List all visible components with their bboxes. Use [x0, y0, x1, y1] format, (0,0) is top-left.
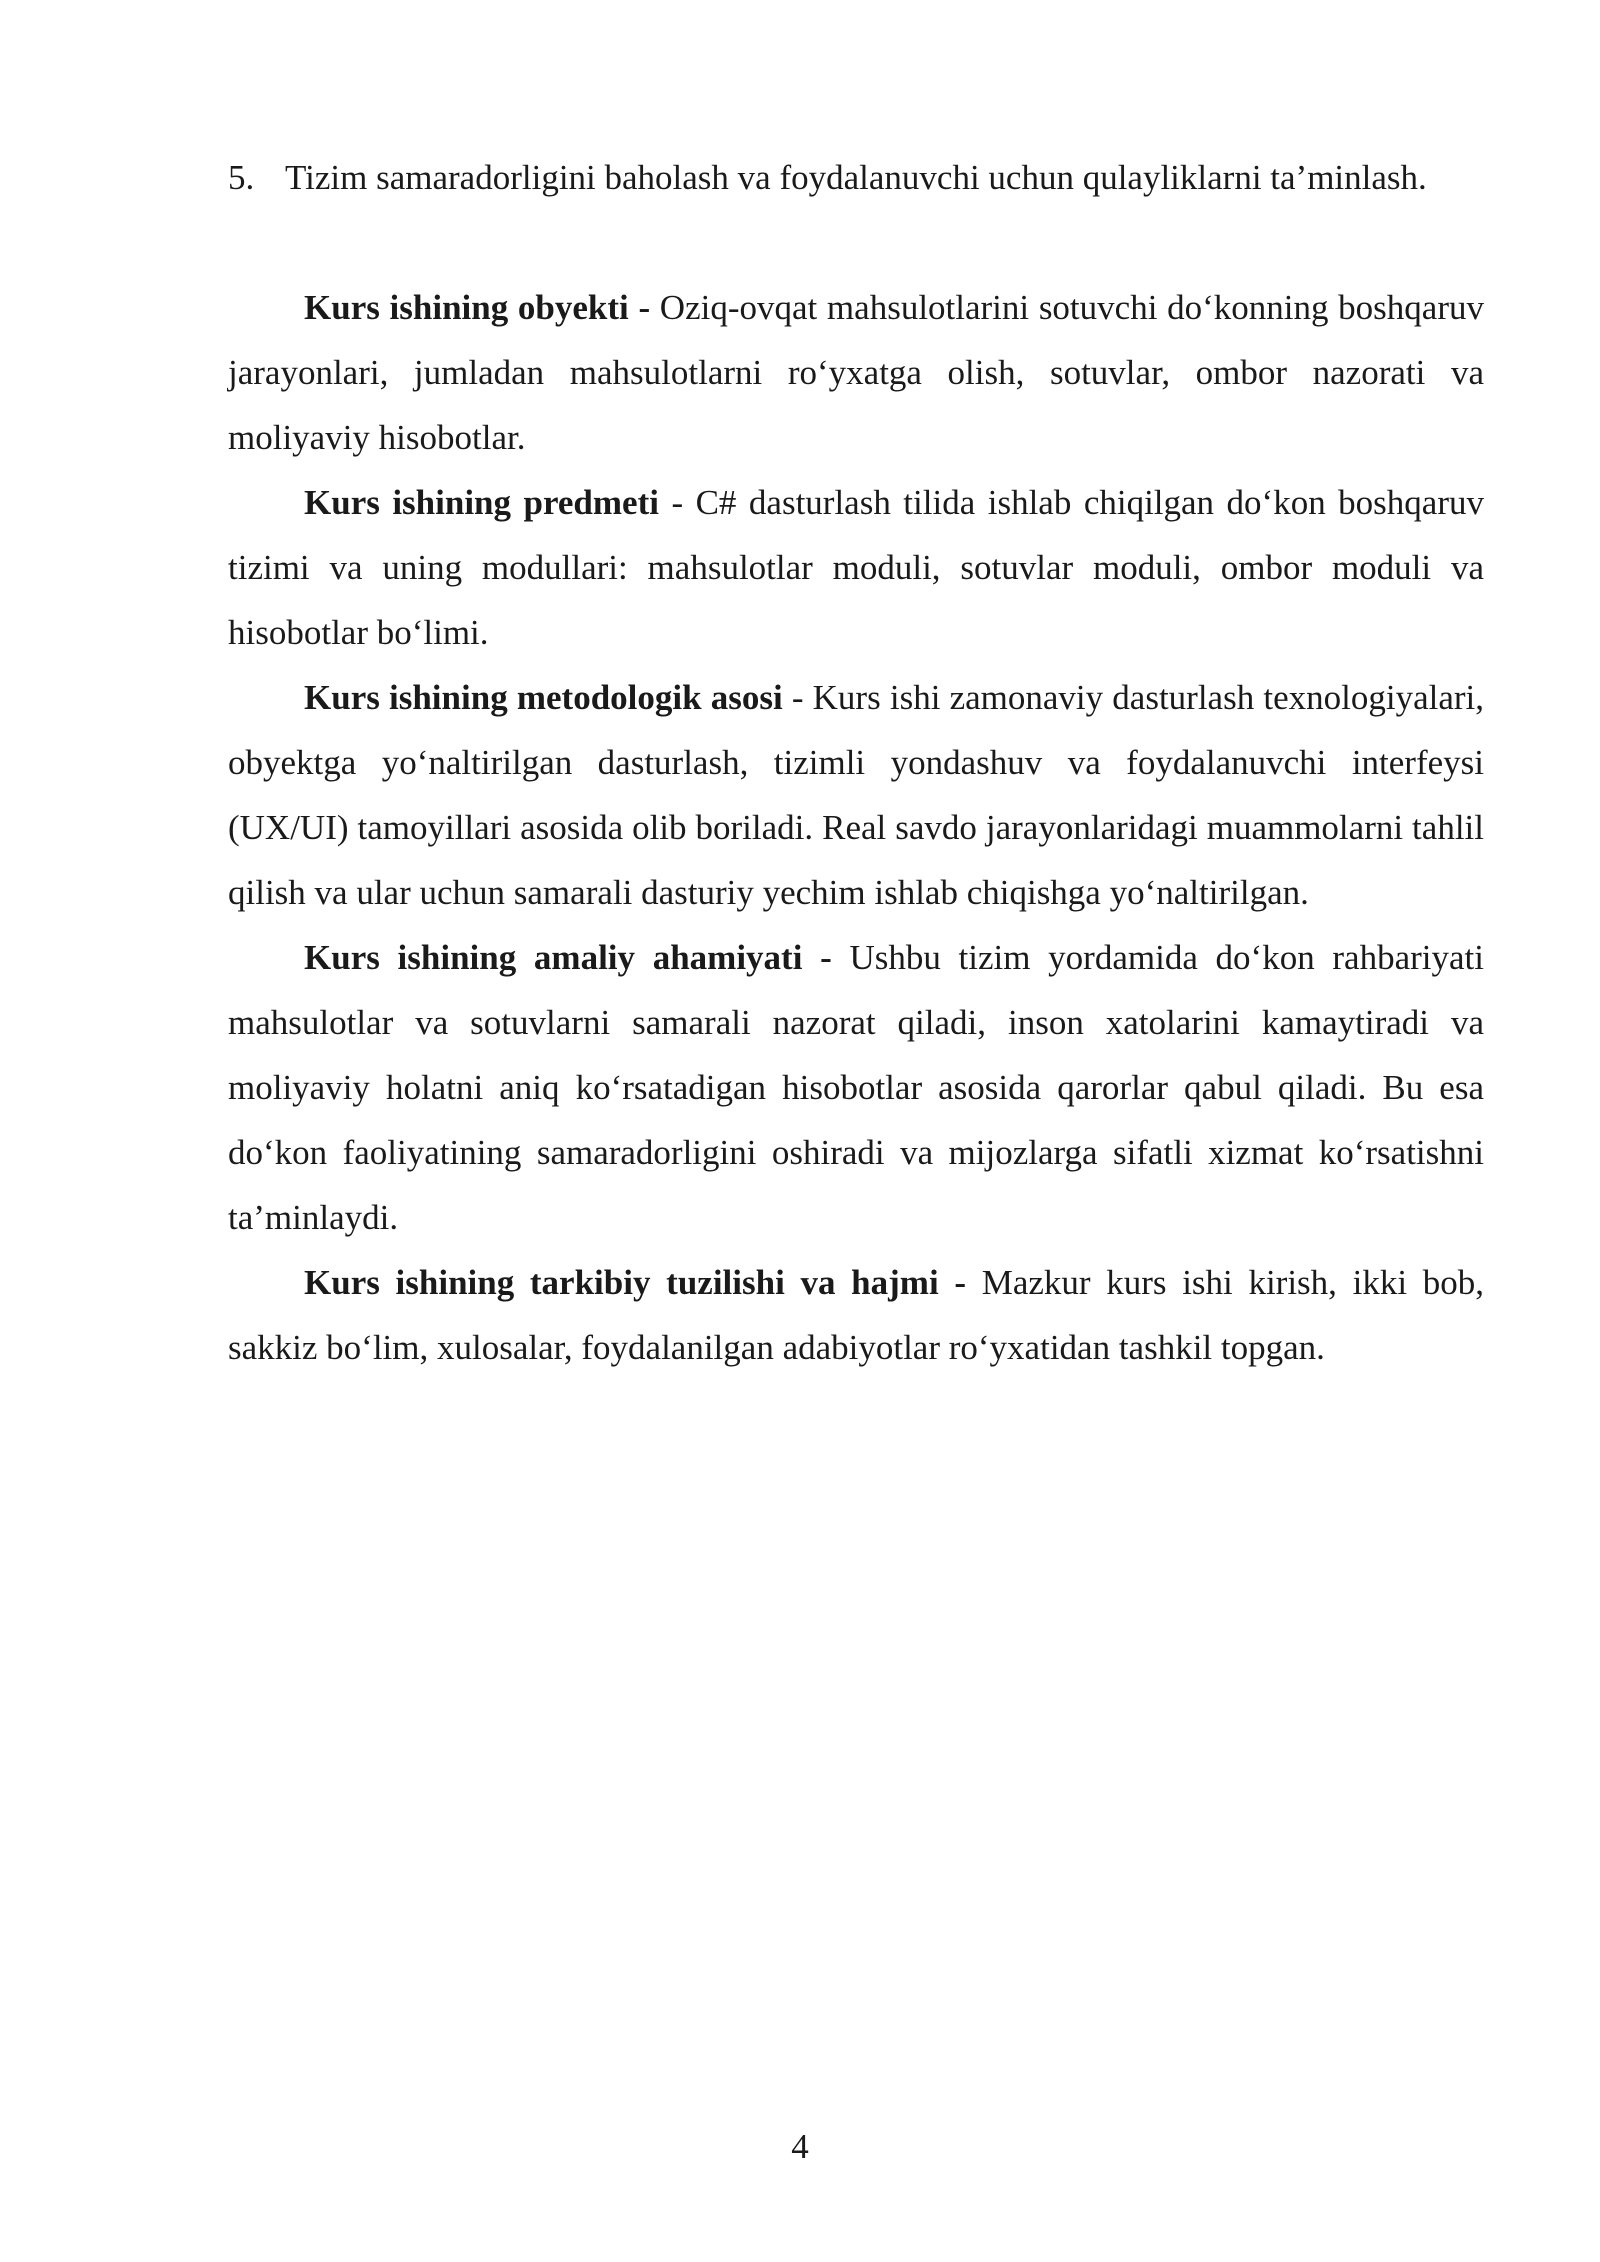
paragraph-body: - Kurs ishi zamonaviy dasturlash texnologiyalari, obyektga yo‘naltirilgan dasturlash, tizimli yondashuv va foydalanuvchi interfeysi (UX/UI) tamoyillari asosida olib boriladi. Real savdo jarayonlaridagi muammolarni tahlil qilish va ular uchun samarali dasturiy yechim ishlab chiqishga yo‘naltirilgan.	[228, 678, 1484, 912]
paragraph-body: - C# dasturlash tilida ishlab chiqilgan do‘kon boshqaruv tizimi va uning modullari: mahsulotlar moduli, sotuvlar moduli, ombor moduli va hisobotlar bo‘limi.	[228, 483, 1484, 652]
paragraph-body: Oziq-ovqat mahsulotlarini sotuvchi do‘konning boshqaruv jarayonlari, jumladan mahsulotlarni ro‘yxatga olish, sotuvlar, ombor nazorati va moliyaviy hisobotlar.	[228, 288, 1484, 457]
paragraph-heading: Kurs ishining predmeti	[304, 483, 659, 522]
paragraph-methodology	[228, 665, 1484, 925]
list-item-text: Tizim samaradorligini baholash va foydalanuvchi uchun qulayliklarni ta’minlash.	[285, 158, 1427, 197]
numbered-list-item	[228, 145, 1484, 210]
paragraph-structure	[228, 1250, 1484, 1380]
paragraph-heading: Kurs ishining obyekti -	[304, 288, 651, 327]
paragraph-heading: Kurs ishining metodologik asosi	[304, 678, 783, 717]
page-number: 4	[791, 2127, 809, 2166]
paragraph-subject	[228, 470, 1484, 665]
paragraph-spacer	[228, 210, 1484, 275]
paragraph-heading: Kurs ishining tarkibiy tuzilishi va hajmi -	[304, 1263, 967, 1302]
paragraph-body: Mazkur kurs ishi kirish, ikki bob, sakkiz bo‘lim, xulosalar, foydalanilgan adabiyotlar ro‘yxatidan tashkil topgan.	[228, 1263, 1484, 1367]
paragraph-body: Ushbu tizim yordamida do‘kon rahbariyati mahsulotlar va sotuvlarni samarali nazorat qiladi, inson xatolarini kamaytiradi va moliyaviy holatni aniq ko‘rsatadigan hisobotlar asosida qarorlar qabul qiladi. Bu esa do‘kon faoliyatining samaradorligini oshiradi va mijozlarga sifatli xizmat ko‘rsatishni ta’minlaydi.	[228, 938, 1484, 1237]
paragraph-heading: Kurs ishining amaliy ahamiyati -	[304, 938, 832, 977]
list-item-number: 5.	[228, 158, 255, 197]
page-content	[228, 145, 1484, 1380]
paragraph-practical-significance	[228, 925, 1484, 1250]
paragraph-object	[228, 275, 1484, 470]
